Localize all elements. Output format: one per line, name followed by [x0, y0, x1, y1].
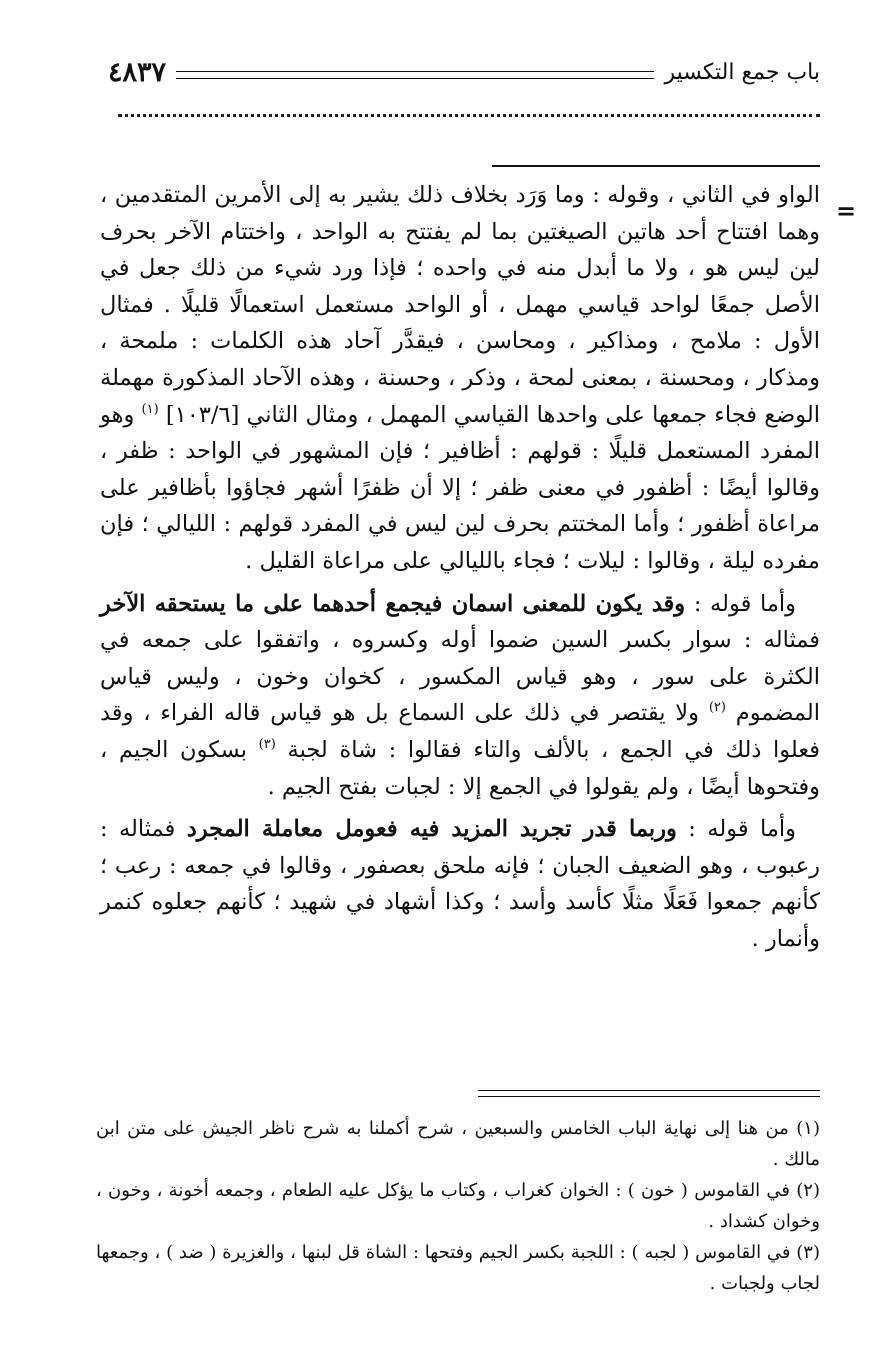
page-header: [108, 52, 820, 92]
paragraph-1: [100, 177, 820, 580]
footnote-ref: (١): [141, 401, 159, 417]
paragraph-text: فمثاله : رعبوب ، وهو الضعيف الجبان ؛ فإنه ملحق بعصفور ، وقالوا في جمعه : رعب ؛ كأنهم جمعوا فَعَلًا مثلًا كأسد وأسد ؛ وكذا أشهاد في شهيد ؛ كأنهم جعلوه كنمر وأنمار .: [100, 816, 821, 952]
paragraph-text: فمثاله : سوار بكسر السين ضموا أوله وكسروه ، واتفقوا على جمعه في الكثرة على سور ، وهو قياس المكسور ، كخوان وخون ، وليس قياس المضموم: [100, 627, 820, 727]
footnote-1: (١) من هنا إلى نهاية الباب الخامس والسبعين ، شرح أكملنا به شرح ناظر الجيش على متن ابن مالك .: [96, 1118, 820, 1170]
short-rule: [492, 165, 820, 167]
footnote-ref: (٣): [258, 736, 276, 752]
quoted-matn: وقد يكون للمعنى اسمان فيجمع أحدهما على ما يستحقه الآخر: [100, 590, 686, 617]
footnote-rule: [478, 1090, 820, 1097]
quoted-matn: وربما قدر تجريد المزيد فيه فعومل معاملة المجرد: [186, 816, 677, 843]
paragraph-text: الواو في الثاني ، وقوله : وما وَرَد بخلاف ذلك يشير به إلى الأمرين المتقدمين ، وهما افتتاح أحد هاتين الصيغتين بما لم يفتتح به الواحد ، واختتام الآخر بحرف لين ليس هو ، ولا ما أبدل منه في واحده ؛ فإذا ورد شيء من ذلك جعل في الأصل جمعًا لواحد قياسي مهمل ، أو الواحد مستعمل استعمالًا قليلًا . فمثال الأول : ملامح ، ومذاكير ، ومحاسن ، فيقدَّر آحاد هذه الكلمات : ملمحة ، ومذكار ، ومحسنة ، بمعنى لمحة ، وذكر ، وحسنة ، وهذه الآحاد المذكورة مهملة الوضع فجاء جمعها على واحدها القياسي المهمل ، ومثال الثاني [١٠٣/٦]: [100, 182, 821, 428]
dotted-separator: [118, 114, 820, 117]
footnote-3: (٣) في القاموس ( لجبه ) : اللجبة بكسر الجيم وفتحها : الشاة قل لبنها ، والغزيرة ( ضد ) ، وجمعها لجاب ولجبات .: [96, 1242, 820, 1294]
paragraph-2: [100, 586, 820, 806]
chapter-title: باب جمع التكسير: [664, 59, 820, 85]
paragraph-text: ولا يقتصر في ذلك على السماع بل هو قياس قاله الفراء ، وقد فعلوا ذلك في الجمع ، بالألف والتاء فقالوا : شاة لجبة: [100, 700, 820, 763]
paragraph-text: وأما قوله :: [685, 590, 796, 617]
paragraph-3: [100, 811, 820, 957]
footnote-ref: (٢): [708, 700, 726, 716]
paragraph-text: وهو المفرد المستعمل قليلًا : قولهم : أظافير ؛ فإن المشهور في الواحد : ظفر ، وقالوا أيضًا : أظفور في معنى ظفر ؛ إلا أن ظفرًا أشهر فجاؤوا بأظافير على مراعاة أظفور ؛ وأما المختتم بحرف لين ليس في المفرد قولهم : الليالي ؛ فإن مفرده ليلة ، وقالوا : ليلات ؛ فجاء بالليالي على مراعاة القليل .: [100, 401, 820, 574]
continuation-mark: =: [836, 196, 857, 225]
page-number: ٤٨٣٧: [108, 56, 167, 88]
header-double-rule: [176, 71, 654, 79]
footnote-2: (٢) في القاموس ( خون ) : الخوان كغراب ، وكتاب ما يؤكل عليه الطعام ، وجمعه أخونة ، وخون ، وخوان كشداد .: [96, 1180, 820, 1232]
paragraph-text: بسكون الجيم ، وفتحوها أيضًا ، ولم يقولوا في الجمع إلا : لجبات بفتح الجيم .: [100, 736, 820, 800]
main-text: [100, 177, 820, 963]
footnotes: [96, 1113, 820, 1299]
paragraph-text: وأما قوله :: [676, 816, 797, 843]
